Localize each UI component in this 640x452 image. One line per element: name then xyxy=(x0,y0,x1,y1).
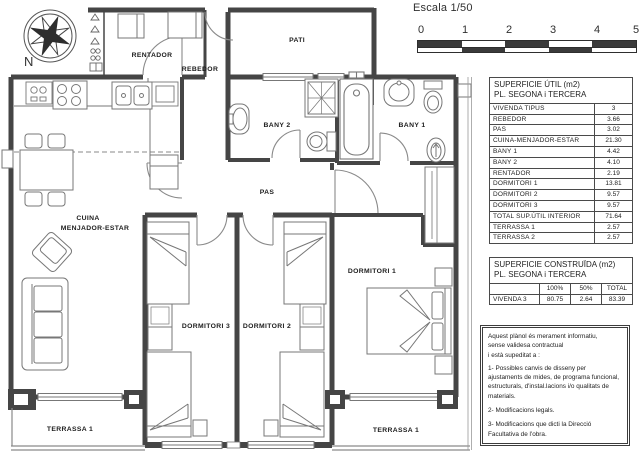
wall-vent-box xyxy=(2,150,13,168)
row-value: 71.64 xyxy=(595,211,633,222)
col-header: 100% xyxy=(540,283,571,294)
row-value: 3.66 xyxy=(595,114,633,125)
table-row xyxy=(490,114,633,125)
double-bed xyxy=(367,288,451,354)
row-label: BANY 2 xyxy=(490,157,595,168)
nightstand xyxy=(435,268,452,286)
kitchen-hob-box xyxy=(26,82,52,104)
row-value-total: 83.39 xyxy=(602,294,633,305)
room-label-terrassa-left: TERRASSA 1 xyxy=(46,426,94,433)
row-value: 13.81 xyxy=(595,179,633,190)
row-value: 2.57 xyxy=(595,233,633,244)
wardrobe xyxy=(300,304,324,350)
room-label-terrassa-right: TERRASSA 1 xyxy=(372,427,420,434)
worktop-box xyxy=(152,82,178,106)
scale-tick: 0 xyxy=(418,24,425,36)
room-label-bany1: BANY 1 xyxy=(398,122,426,129)
kitchen-sink-icon xyxy=(112,82,152,109)
table-row xyxy=(490,222,633,233)
table-row xyxy=(490,294,633,305)
row-label: REBEDOR xyxy=(490,114,595,125)
row-label: DORMITORI 2 xyxy=(490,190,595,201)
disclaimer-item-2: 2- Modificacions legals. xyxy=(488,406,555,414)
bed xyxy=(280,352,324,437)
radiator-icon xyxy=(458,84,471,97)
table-row xyxy=(490,200,633,211)
row-value-50: 2.64 xyxy=(571,294,602,305)
table-title-row xyxy=(490,78,633,104)
row-label: VIVENDA 3 xyxy=(490,294,540,305)
bany2-door-arc xyxy=(272,130,300,158)
room-label-pati: PATI xyxy=(289,37,305,44)
row-value: 21.30 xyxy=(595,136,633,147)
chair xyxy=(25,134,42,148)
superficie-construida-table xyxy=(489,257,633,305)
bany2-toilet-icon xyxy=(307,132,336,151)
dorm3-door-arc xyxy=(197,215,227,245)
nightstand xyxy=(435,356,452,374)
table-title-line1: SUPERFICIE CONSTRUÏDA (m2) xyxy=(494,260,616,269)
scale-bar xyxy=(417,40,637,53)
scale-tick: 4 xyxy=(594,24,601,36)
row-value: 3.02 xyxy=(595,125,633,136)
dorm1-door-arc xyxy=(335,170,378,213)
row-label: CUINA-MENJADOR-ESTAR xyxy=(490,136,595,147)
service-shaft-symbols xyxy=(90,14,102,71)
row-value: 4.42 xyxy=(595,146,633,157)
scale-tick: 5 xyxy=(633,24,640,36)
row-label: TERRASSA 1 xyxy=(490,222,595,233)
disclaimer-box xyxy=(482,327,628,444)
dining-table xyxy=(20,134,73,206)
room-label-dormitori2: DORMITORI 2 xyxy=(242,323,292,330)
dorm2-door-arc xyxy=(243,215,273,245)
table-row xyxy=(490,157,633,168)
superficie-util-table xyxy=(489,77,633,244)
north-label: N xyxy=(24,54,34,69)
table-row xyxy=(490,179,633,190)
table-row xyxy=(490,146,633,157)
wall-box xyxy=(227,442,240,448)
col-header xyxy=(490,283,540,294)
col-header: 50% xyxy=(571,283,602,294)
room-label-dormitori1: DORMITORI 1 xyxy=(347,268,397,275)
row-value: 9.57 xyxy=(595,200,633,211)
table-row xyxy=(490,168,633,179)
disclaimer-item-1: 1- Possibles canvis de disseny per ajustaments de mides, de programa funcional, estructurals, d'instal.lacions i/o qualitats de materials. xyxy=(488,364,620,400)
row-label: DORMITORI 3 xyxy=(490,200,595,211)
room-label-bany2: BANY 2 xyxy=(263,122,291,129)
wardrobe xyxy=(148,304,172,350)
nightstand xyxy=(193,420,207,436)
table-title-line1: SUPERFICIE ÚTIL (m2) xyxy=(494,80,580,89)
stove-icon xyxy=(53,81,87,109)
room-label-cuina-1: CUINA xyxy=(76,215,100,222)
rentador-cabinet xyxy=(168,12,202,38)
chair xyxy=(48,192,65,206)
armchair-icon xyxy=(31,231,73,273)
bidet-icon xyxy=(427,138,445,162)
row-label: VIVENDA TIPUS xyxy=(490,103,595,114)
table-row xyxy=(490,136,633,147)
row-value: 9.57 xyxy=(595,190,633,201)
disclaimer-intro-3: i està supeditat a : xyxy=(488,351,540,359)
shower-icon xyxy=(305,79,338,117)
row-label: TOTAL SUP.ÚTIL INTERIOR xyxy=(490,211,595,222)
row-value: 2.57 xyxy=(595,222,633,233)
scale-ruler xyxy=(417,24,638,60)
scale-title: Escala 1/50 xyxy=(413,2,473,14)
fridge-icon xyxy=(150,155,178,189)
scale-tick: 3 xyxy=(550,24,557,36)
row-label: PAS xyxy=(490,125,595,136)
bany1-toilet-icon xyxy=(424,81,442,113)
scale-tick: 1 xyxy=(462,24,469,36)
row-label: DORMITORI 1 xyxy=(490,179,595,190)
bany1-sink-icon xyxy=(384,79,414,106)
disclaimer-item-3: 3- Modificacions que dicti la Direcció Facultativa de l'obra. xyxy=(488,421,592,438)
room-label-rebedor: REBEDOR xyxy=(181,66,219,73)
table-title-line2: PL. SEGONA i TERCERA xyxy=(494,270,587,280)
col-header: TOTAL xyxy=(602,283,633,294)
bathtub-icon xyxy=(340,72,373,159)
bed xyxy=(284,222,326,304)
table-row xyxy=(490,211,633,222)
bed xyxy=(147,222,189,304)
sofa-icon xyxy=(22,278,68,370)
room-label-rentador: RENTADOR xyxy=(131,52,173,59)
closet xyxy=(425,167,454,243)
room-label-cuina-2: MENJADOR-ESTAR xyxy=(60,225,130,232)
row-value: 2.19 xyxy=(595,168,633,179)
chair xyxy=(48,134,65,148)
table-header-row xyxy=(490,283,633,294)
row-label: RENTADOR xyxy=(490,168,595,179)
row-value-100: 80.75 xyxy=(540,294,571,305)
nightstand xyxy=(264,420,278,436)
scale-tick: 2 xyxy=(506,24,513,36)
table-row xyxy=(490,233,633,244)
disclaimer-intro-2: sense validesa contractual xyxy=(488,342,564,350)
room-label-pas: PAS xyxy=(259,189,275,196)
boundary-line xyxy=(468,77,472,450)
disclaimer-intro-1: Aquest plànol és merament informatiu, xyxy=(488,333,598,340)
bany1-door-arc xyxy=(380,133,408,161)
bed xyxy=(147,352,191,437)
row-value: 4.10 xyxy=(595,157,633,168)
table-row xyxy=(490,190,633,201)
table-title-row xyxy=(490,258,633,284)
row-label: TERRASSA 2 xyxy=(490,233,595,244)
chair xyxy=(25,192,42,206)
row-value: 3 xyxy=(595,103,633,114)
washer-icon xyxy=(118,14,144,38)
bany2-sink-icon xyxy=(229,104,249,134)
room-label-dormitori3: DORMITORI 3 xyxy=(181,323,231,330)
row-label: BANY 1 xyxy=(490,146,595,157)
table-title-line2: PL. SEGONA i TERCERA xyxy=(494,90,587,100)
table-row xyxy=(490,103,633,114)
table-row xyxy=(490,125,633,136)
